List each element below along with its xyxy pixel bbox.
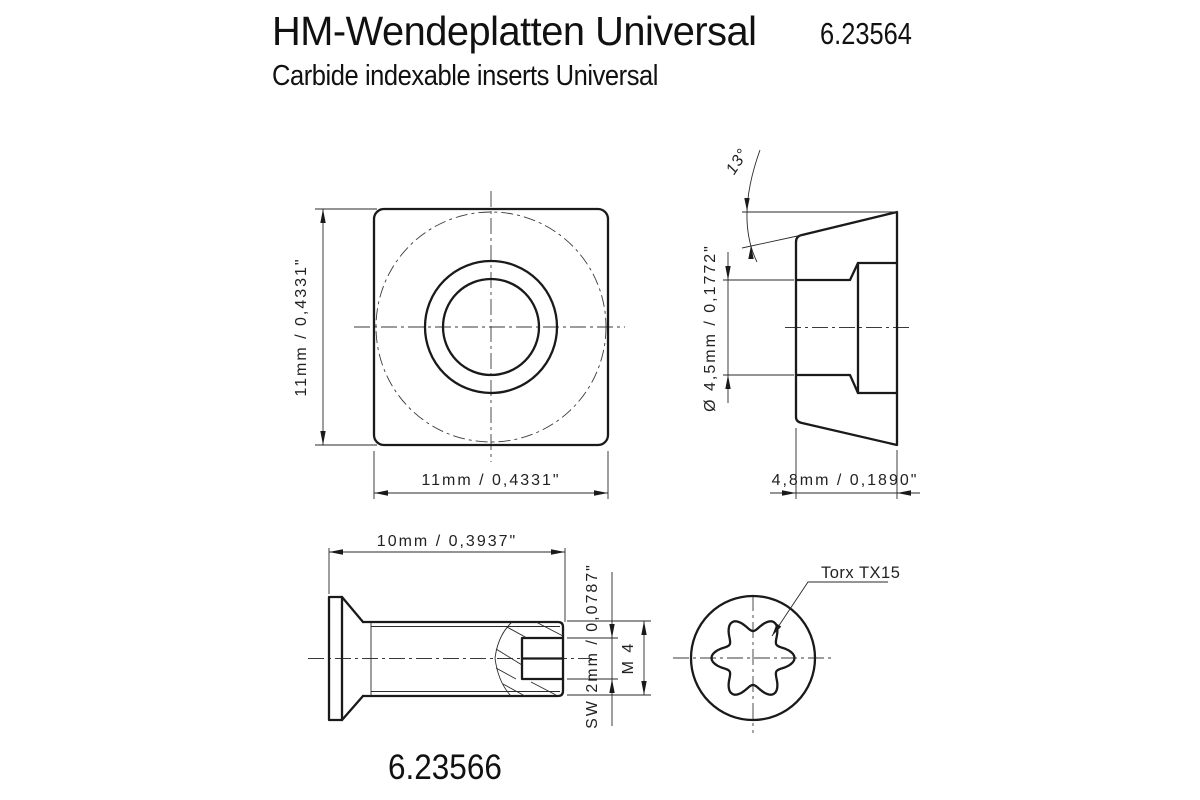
dimension-screw-length bbox=[329, 533, 565, 622]
torx-drive-label: Torx TX15 bbox=[821, 564, 901, 582]
page-title: HM-Wendeplatten Universal bbox=[272, 8, 757, 54]
section-upper-body bbox=[796, 212, 897, 280]
dimension-clearance-angle bbox=[723, 146, 897, 262]
insert-thickness-label: 4,8mm / 0,1890" bbox=[771, 472, 919, 489]
dimension-bore-diameter bbox=[702, 244, 794, 412]
insert-width-label: 11mm / 0,4331" bbox=[421, 472, 561, 489]
screw-length-label: 10mm / 0,3937" bbox=[376, 533, 518, 550]
hex-socket-breakout bbox=[495, 622, 563, 696]
section-lower-body bbox=[796, 375, 897, 445]
dimension-insert-width bbox=[374, 451, 608, 499]
screw-article-number: 6.23566 bbox=[388, 748, 502, 787]
insert-front-view bbox=[293, 191, 625, 499]
torx-leader bbox=[772, 564, 900, 636]
screw-top-view bbox=[673, 564, 900, 733]
dimension-thread bbox=[567, 621, 651, 695]
screw-head-cone-top bbox=[342, 597, 363, 622]
screw-head-cone-bottom bbox=[342, 696, 363, 720]
break-line bbox=[495, 622, 512, 696]
article-number: 6.23564 bbox=[820, 16, 912, 51]
page-subtitle: Carbide indexable inserts Universal bbox=[272, 60, 659, 92]
socket-width-label: SW 2mm / 0,0787" bbox=[584, 563, 601, 729]
thread-label: M 4 bbox=[620, 641, 637, 675]
insert-height-label: 11mm / 0,4331" bbox=[293, 257, 310, 397]
bore-diameter-label: Ø 4,5mm / 0,1772" bbox=[702, 244, 719, 412]
screw-side-view bbox=[308, 533, 651, 729]
angle-label: 13° bbox=[723, 145, 753, 178]
insert-section-view bbox=[702, 146, 920, 499]
dimension-socket-width bbox=[567, 563, 618, 729]
